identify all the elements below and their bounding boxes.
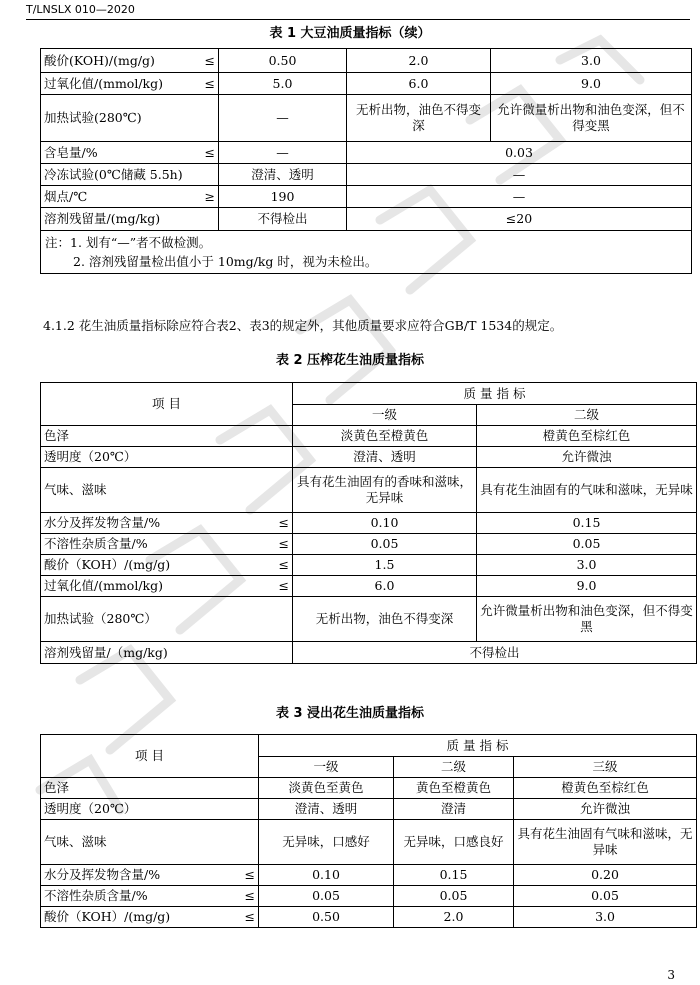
cell: 不得检出 <box>293 642 697 664</box>
table2-row <box>41 468 697 513</box>
grade-header: 二级 <box>394 757 514 778</box>
grade-header: 一级 <box>293 405 477 426</box>
cell: — <box>347 164 692 186</box>
row-label: 不溶性杂质含量/% <box>44 888 148 903</box>
row-label: 溶剂残留量/（mg/kg) <box>41 642 293 664</box>
cell: 0.50 <box>219 49 347 73</box>
header-quality: 质 量 指 标 <box>293 383 697 405</box>
cell: 190 <box>219 186 347 208</box>
cell: 澄清、透明 <box>293 447 477 468</box>
cell: ≤20 <box>347 208 692 231</box>
table1-row <box>41 164 692 186</box>
cell: 0.10 <box>259 865 394 886</box>
table-note: 2. 溶剂残留量检出值小于 10mg/kg 时，视为未检出。 <box>73 254 378 269</box>
cell: 3.0 <box>514 907 697 928</box>
comparison-symbol: ≤ <box>204 144 215 160</box>
comparison-symbol: ≥ <box>204 188 215 204</box>
comparison-symbol: ≤ <box>204 52 215 68</box>
comparison-symbol: ≤ <box>278 515 289 530</box>
cell: 5.0 <box>219 73 347 95</box>
row-label: 过氧化值/(mmol/kg) <box>44 578 163 593</box>
cell: 具有花生油固有的气味和滋味，无异味 <box>477 468 697 513</box>
row-label: 加热试验(280℃) <box>44 110 142 125</box>
cell: 0.15 <box>394 865 514 886</box>
cell: 0.20 <box>514 865 697 886</box>
cell: 0.05 <box>293 534 477 555</box>
table3-row <box>41 799 697 820</box>
grade-header: 一级 <box>259 757 394 778</box>
cell: 无析出物，油色不得变深 <box>293 597 477 642</box>
header-item: 项 目 <box>41 383 293 426</box>
cell: 澄清、透明 <box>219 164 347 186</box>
comparison-symbol: ≤ <box>244 888 255 903</box>
row-label: 透明度（20℃） <box>41 799 259 820</box>
cell: 橙黄色至棕红色 <box>514 778 697 799</box>
cell: 具有花生油固有的香味和滋味，无异味 <box>293 468 477 513</box>
cell: 6.0 <box>293 576 477 597</box>
table3-caption: 表 3 浸出花生油质量指标 <box>275 706 425 721</box>
table1-row <box>41 208 692 231</box>
table2-row <box>41 597 697 642</box>
cell: 淡黄色至橙黄色 <box>293 426 477 447</box>
clause-paragraph: 4.1.2 花生油质量指标除应符合表2、表3的规定外，其他质量要求应符合GB/T 1534的规定。 <box>43 318 563 333</box>
row-label: 酸价（KOH）/(mg/g) <box>44 557 171 572</box>
table2-row <box>41 513 697 534</box>
row-label: 含皂量/% <box>44 144 98 160</box>
table2-row <box>41 642 697 664</box>
table3-row <box>41 820 697 865</box>
cell: 0.05 <box>394 886 514 907</box>
table2-row <box>41 447 697 468</box>
cell: 0.05 <box>477 534 697 555</box>
table2-row <box>41 534 697 555</box>
comparison-symbol: ≤ <box>278 557 289 572</box>
cell: 2.0 <box>347 49 491 73</box>
page-number: 3 <box>667 968 675 982</box>
cell: 无异味，口感好 <box>259 820 394 865</box>
cell: 允许微量析出物和油色变深，但不得变黑 <box>491 95 692 142</box>
cell: 0.05 <box>514 886 697 907</box>
comparison-symbol: ≤ <box>204 75 215 91</box>
cell: 3.0 <box>491 49 692 73</box>
row-label: 加热试验（280℃） <box>41 597 293 642</box>
grade-header: 三级 <box>514 757 697 778</box>
cell: 允许微量析出物和油色变深，但不得变黑 <box>477 597 697 642</box>
cell: 黄色至橙黄色 <box>394 778 514 799</box>
cell: 不得检出 <box>219 208 347 231</box>
cell: 无析出物，油色不得变深 <box>347 95 491 142</box>
table2-caption: 表 2 压榨花生油质量指标 <box>275 353 425 368</box>
cell: — <box>219 95 347 142</box>
row-label: 酸价（KOH）/(mg/g) <box>44 909 171 924</box>
table1 <box>40 48 692 274</box>
table3-row <box>41 778 697 799</box>
cell: — <box>347 186 692 208</box>
table2-header-row <box>41 383 697 405</box>
table2-row <box>41 576 697 597</box>
cell: 9.0 <box>491 73 692 95</box>
cell: 0.05 <box>259 886 394 907</box>
cell: 具有花生油固有气味和滋味，无异味 <box>514 820 697 865</box>
row-label: 酸价(KOH)/(mg/g) <box>44 52 155 68</box>
row-label: 过氧化值/(mmol/kg) <box>44 75 163 91</box>
cell: 允许微浊 <box>477 447 697 468</box>
row-label: 不溶性杂质含量/% <box>44 536 148 551</box>
table1-row <box>41 95 692 142</box>
cell: 淡黄色至黄色 <box>259 778 394 799</box>
document-code: T/LNSLX 010—2020 <box>26 3 135 16</box>
row-label: 透明度（20℃） <box>41 447 293 468</box>
cell: 1.5 <box>293 555 477 576</box>
row-label: 溶剂残留量/(mg/kg) <box>44 211 161 226</box>
header-rule <box>26 19 690 20</box>
comparison-symbol: ≤ <box>244 867 255 882</box>
table1-row <box>41 186 692 208</box>
header-quality: 质 量 指 标 <box>259 735 697 757</box>
cell: 3.0 <box>477 555 697 576</box>
row-label: 冷冻试验(0℃储藏 5.5h) <box>44 166 183 182</box>
cell: 2.0 <box>394 907 514 928</box>
cell: 0.10 <box>293 513 477 534</box>
cell: 0.15 <box>477 513 697 534</box>
comparison-symbol: ≤ <box>244 909 255 924</box>
row-label: 色泽 <box>41 426 293 447</box>
table3-row <box>41 907 697 928</box>
cell: 无异味，口感良好 <box>394 820 514 865</box>
table3 <box>40 734 697 928</box>
row-label: 气味、滋味 <box>41 468 293 513</box>
cell: — <box>219 142 347 164</box>
cell: 澄清、透明 <box>259 799 394 820</box>
cell: 0.03 <box>347 142 692 164</box>
table1-caption: 表 1 大豆油质量指标（续） <box>269 26 431 41</box>
table-note: 注：1. 划有“—”者不做检测。 <box>45 235 212 250</box>
comparison-symbol: ≤ <box>278 536 289 551</box>
table1-row <box>41 49 692 73</box>
cell: 允许微浊 <box>514 799 697 820</box>
table3-row <box>41 886 697 907</box>
row-label: 色泽 <box>41 778 259 799</box>
comparison-symbol: ≤ <box>278 578 289 593</box>
table2 <box>40 382 697 664</box>
table3-header-row <box>41 735 697 757</box>
cell: 澄清 <box>394 799 514 820</box>
cell: 橙黄色至棕红色 <box>477 426 697 447</box>
grade-header: 二级 <box>477 405 697 426</box>
row-label: 气味、滋味 <box>41 820 259 865</box>
row-label: 水分及挥发物含量/% <box>44 867 161 882</box>
cell: 0.50 <box>259 907 394 928</box>
table1-row <box>41 73 692 95</box>
table1-notes-row <box>41 231 692 274</box>
table2-row <box>41 426 697 447</box>
cell: 9.0 <box>477 576 697 597</box>
row-label: 烟点/℃ <box>44 188 88 204</box>
header-item: 项 目 <box>41 735 259 778</box>
table2-row <box>41 555 697 576</box>
row-label: 水分及挥发物含量/% <box>44 515 161 530</box>
table3-row <box>41 865 697 886</box>
cell: 6.0 <box>347 73 491 95</box>
table1-row <box>41 142 692 164</box>
